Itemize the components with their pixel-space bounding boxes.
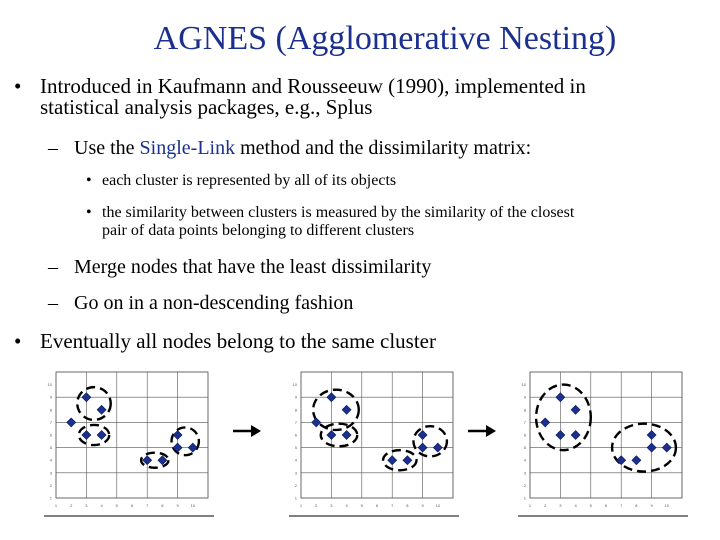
x-tick-label: 8 <box>406 503 409 508</box>
x-tick-label: 8 <box>161 503 164 508</box>
single-link-text <box>74 138 531 158</box>
data-point <box>632 456 641 465</box>
dash-marker: – <box>48 256 58 278</box>
single-link-suffix: method and the dissimilarity matrix: <box>235 137 532 159</box>
x-tick-label: 7 <box>620 503 623 508</box>
bullet-marker: • <box>14 74 22 98</box>
plot-grid <box>56 372 208 498</box>
x-tick-label: 4 <box>100 503 103 508</box>
data-point <box>647 431 656 440</box>
cluster-outline <box>172 427 199 455</box>
x-tick-label: 1 <box>54 503 58 508</box>
data-point <box>541 418 550 427</box>
dash-marker: – <box>48 137 58 159</box>
y-tick-label: 1 <box>294 495 297 501</box>
x-tick-label: 10 <box>435 503 441 508</box>
x-tick-label: 3 <box>330 503 333 508</box>
x-tick-label: 2 <box>315 503 318 508</box>
y-tick-label: 4 <box>49 457 52 463</box>
x-tick-label: 2 <box>70 503 73 508</box>
x-tick-label: 6 <box>130 503 134 508</box>
y-tick-label: 3 <box>294 470 297 476</box>
data-point <box>82 393 91 402</box>
x-tick-label: 8 <box>635 503 638 508</box>
cluster-plot-step-3 <box>516 362 691 524</box>
x-tick-label: 10 <box>190 503 196 508</box>
data-point <box>327 431 336 440</box>
sub2-line-1: the similarity between clusters is measured by the similarity of the closest <box>102 204 575 221</box>
bullet-marker: • <box>14 329 22 353</box>
y-tick-label: 10 <box>521 382 526 388</box>
x-tick-label: 9 <box>650 503 653 508</box>
y-tick-label: 10 <box>47 382 52 388</box>
data-point <box>617 456 626 465</box>
y-tick-label: 6 <box>294 432 297 438</box>
x-tick-label: 5 <box>360 503 363 508</box>
x-tick-label: 6 <box>604 503 608 508</box>
y-tick-label: 7 <box>523 419 526 425</box>
data-point <box>82 431 91 440</box>
y-tick-label: 7 <box>294 419 297 425</box>
x-tick-label: 3 <box>85 503 88 508</box>
data-point <box>556 393 565 402</box>
plot-frame <box>301 372 453 498</box>
y-tick-label: 9 <box>49 394 52 400</box>
x-tick-label: 6 <box>375 503 379 508</box>
data-point <box>433 443 442 452</box>
data-point <box>158 456 167 465</box>
y-tick-label: 8 <box>49 407 52 413</box>
y-tick-label: 7 <box>49 419 52 425</box>
data-point <box>188 443 197 452</box>
data-point <box>173 431 182 440</box>
plot-grid <box>530 372 682 498</box>
x-tick-label: 2 <box>544 503 547 508</box>
sub-bullet-marker: • <box>86 172 92 189</box>
intro-line-2: statistical analysis packages, e.g., Splus <box>40 95 373 119</box>
cluster-outline <box>413 426 446 456</box>
x-tick-label: 7 <box>146 503 149 508</box>
y-tick-label: 5 <box>49 445 52 451</box>
cluster-outline <box>321 424 357 447</box>
single-link-prefix: Use the <box>74 137 140 159</box>
data-point <box>418 431 427 440</box>
sub1-text: each cluster is represented by all of its objects <box>102 172 397 189</box>
cluster-plot-step-1 <box>42 362 217 524</box>
data-point <box>67 418 76 427</box>
y-tick-label: 3 <box>49 470 52 476</box>
data-point <box>571 431 580 440</box>
single-link-highlight: Single-Link <box>139 137 236 159</box>
sub2-line-2: pair of data points belonging to different clusters <box>102 222 415 239</box>
data-point <box>403 456 412 465</box>
plot-grid <box>301 372 453 498</box>
y-tick-label: 9 <box>294 394 297 400</box>
y-tick-label: 6 <box>49 432 52 438</box>
y-tick-label: 4 <box>523 457 526 463</box>
cluster-plot-step-2 <box>287 362 462 524</box>
y-tick-label: 9 <box>523 394 526 400</box>
cluster-outline <box>536 385 591 451</box>
eventually-text: Eventually all nodes belong to the same cluster <box>40 329 436 353</box>
arrow-icon <box>232 424 262 438</box>
x-tick-label: 1 <box>299 503 303 508</box>
slide-title: AGNES (Agglomerative Nesting) <box>153 20 617 57</box>
data-point <box>647 443 656 452</box>
y-tick-label: 5 <box>523 445 526 451</box>
data-point <box>327 393 336 402</box>
y-tick-label: 1 <box>49 495 52 501</box>
x-tick-label: 4 <box>574 503 577 508</box>
y-tick-label: 1 <box>523 495 526 501</box>
y-tick-label: 6 <box>523 432 526 438</box>
data-point <box>342 431 351 440</box>
x-tick-label: 7 <box>391 503 394 508</box>
merge-text: Merge nodes that have the least dissimilarity <box>74 256 432 278</box>
x-tick-label: 9 <box>421 503 424 508</box>
data-point <box>97 431 106 440</box>
x-tick-label: 5 <box>589 503 592 508</box>
x-tick-label: 3 <box>559 503 562 508</box>
y-tick-label: 5 <box>294 445 297 451</box>
y-tick-label: 10 <box>292 382 297 388</box>
data-point <box>418 443 427 452</box>
cluster-outline <box>77 387 110 420</box>
data-point <box>143 456 152 465</box>
data-point <box>556 431 565 440</box>
x-tick-label: 9 <box>176 503 179 508</box>
cluster-outline <box>313 390 359 430</box>
data-point <box>97 405 106 414</box>
y-tick-label: 2 <box>49 482 52 488</box>
data-point <box>388 456 397 465</box>
x-tick-label: 4 <box>345 503 348 508</box>
plot-frame <box>530 372 682 498</box>
arrow-icon <box>467 424 497 438</box>
data-point <box>342 405 351 414</box>
y-tick-label: 2 <box>294 482 297 488</box>
y-tick-label: 8 <box>294 407 297 413</box>
y-tick-label: 4 <box>294 457 297 463</box>
x-tick-label: 1 <box>528 503 532 508</box>
y-tick-label: 8 <box>523 407 526 413</box>
dash-marker: – <box>48 292 58 314</box>
data-point <box>662 443 671 452</box>
intro-line-1: Introduced in Kaufmann and Rousseeuw (1990), implemented in <box>40 74 586 98</box>
plot-frame <box>56 372 208 498</box>
data-point <box>312 418 321 427</box>
go-on-text: Go on in a non-descending fashion <box>74 292 354 314</box>
x-tick-label: 5 <box>115 503 118 508</box>
y-tick-label: 2 <box>523 482 526 488</box>
x-tick-label: 10 <box>664 503 670 508</box>
y-tick-label: 3 <box>523 470 526 476</box>
sub-bullet-marker: • <box>86 204 92 221</box>
data-point <box>571 405 580 414</box>
